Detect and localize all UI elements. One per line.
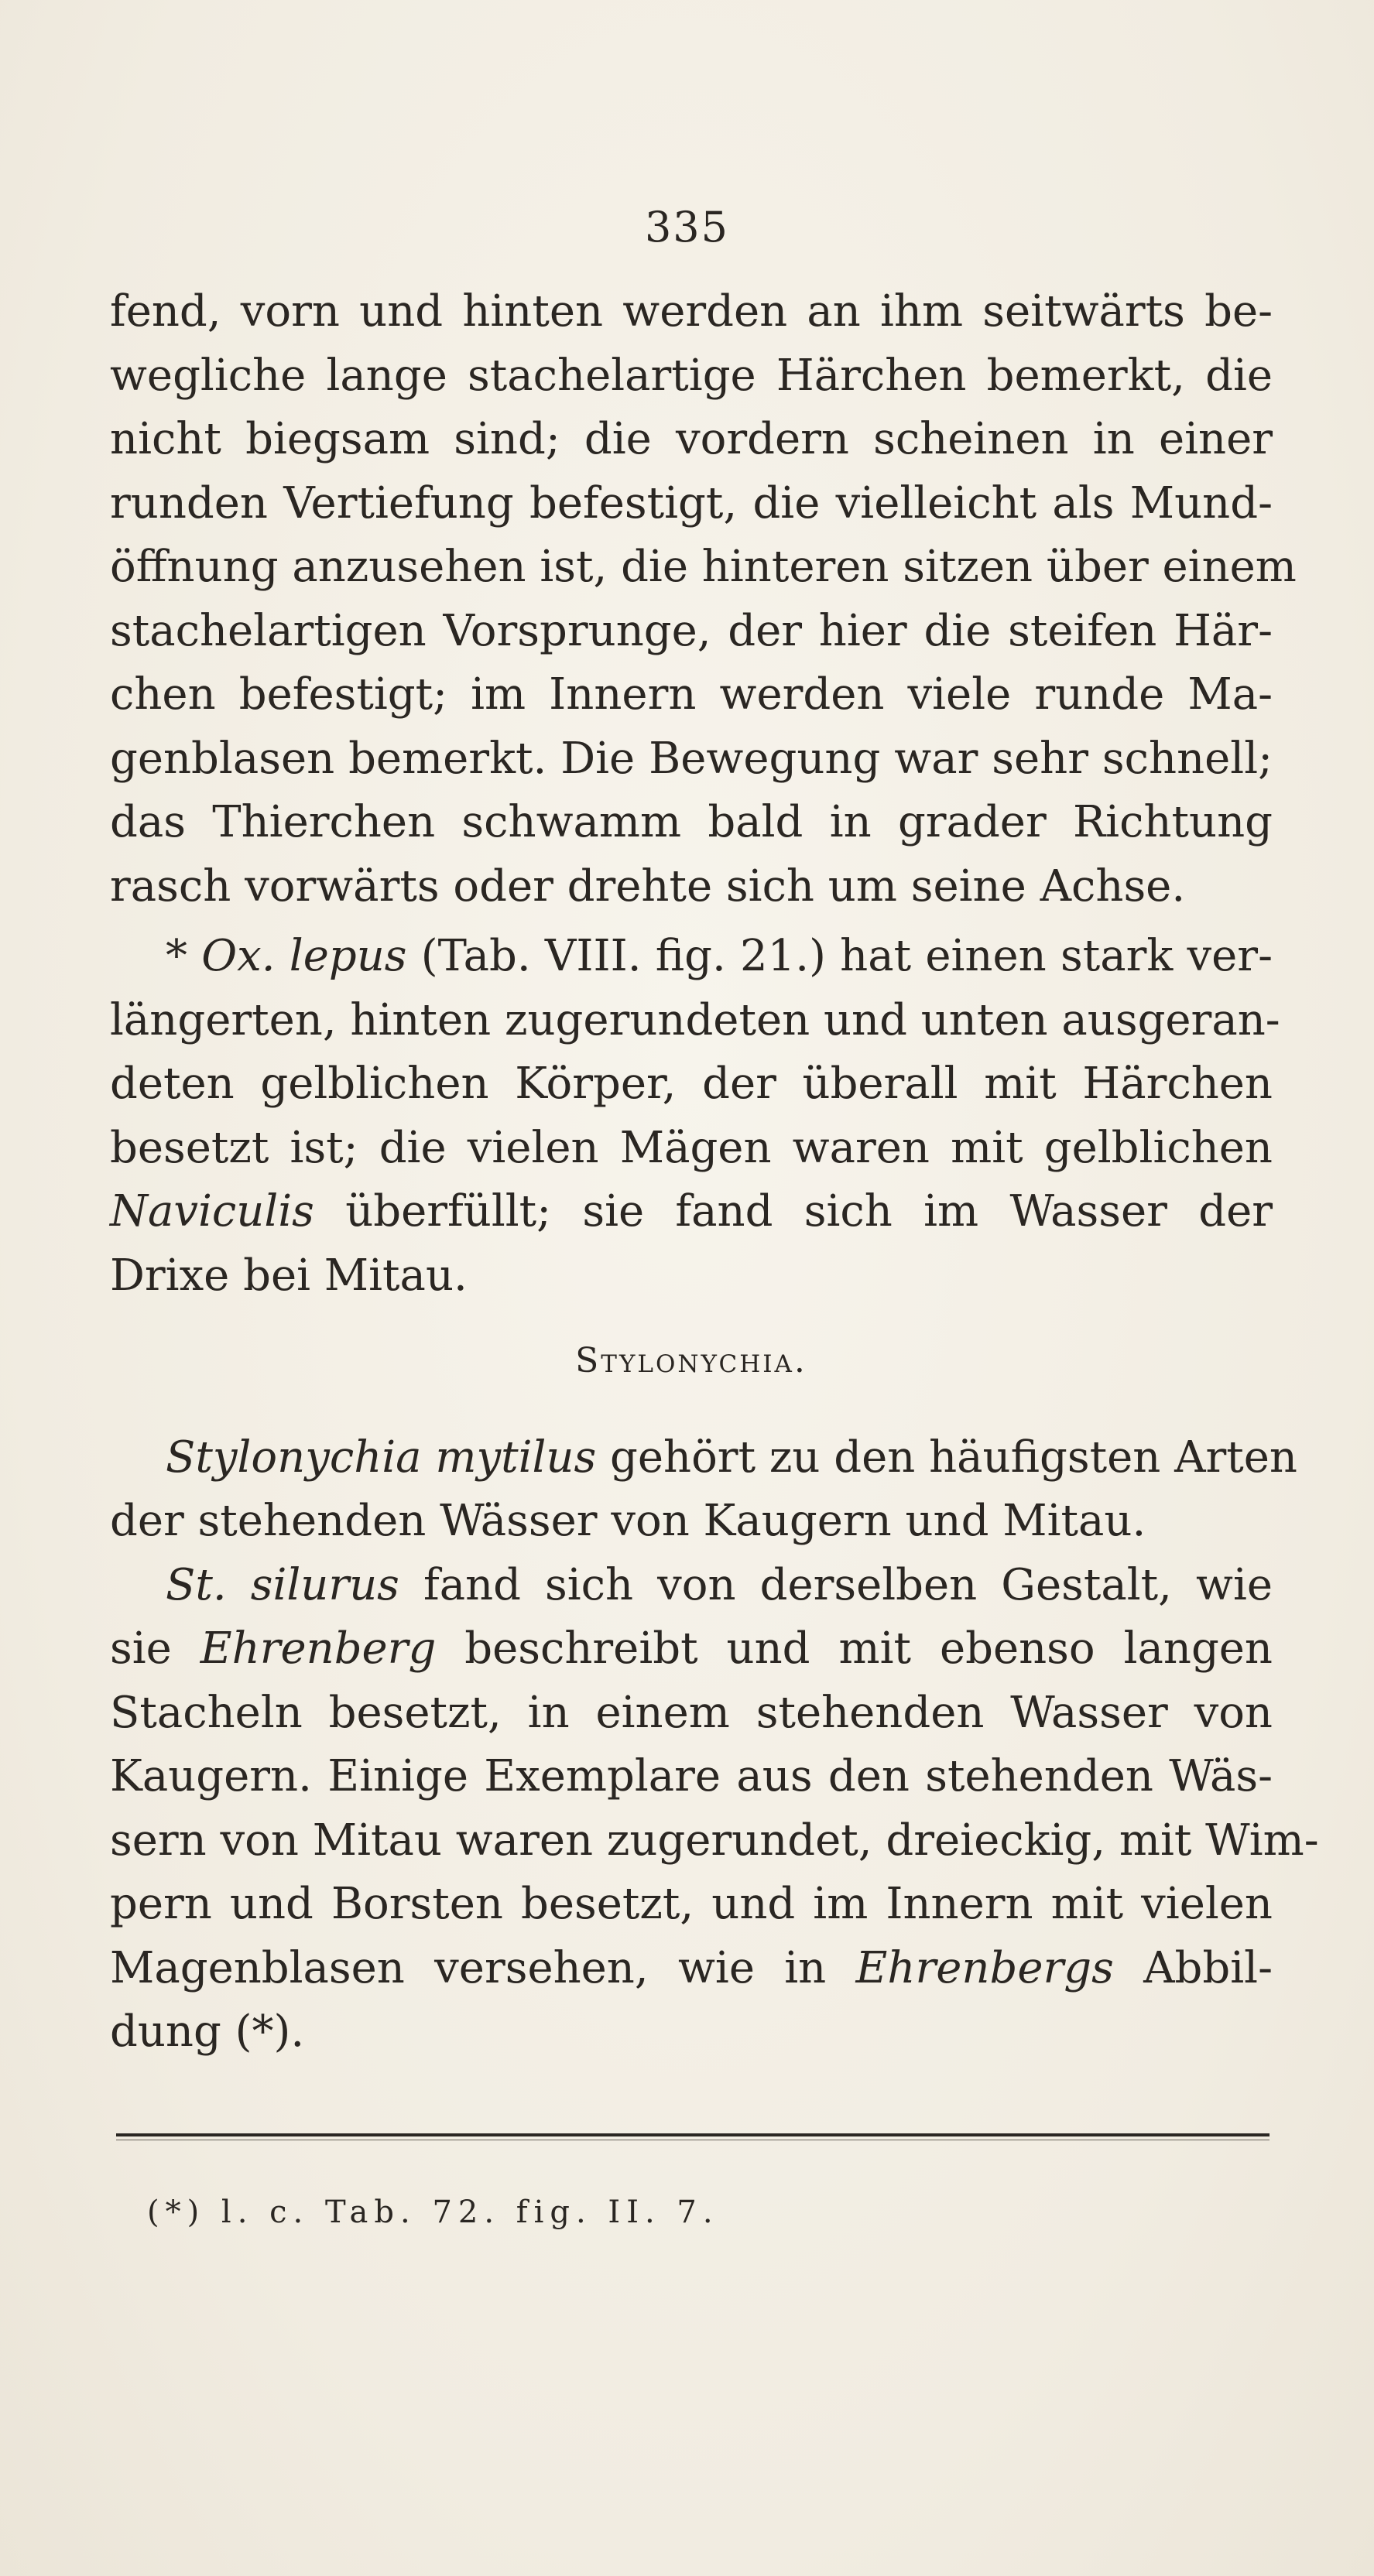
text-line (110, 1426, 1297, 1490)
author-name: Ehrenberg (200, 1623, 437, 1674)
text-run: beschreibt und mit ebenso langen (436, 1623, 1273, 1674)
text-line (110, 1554, 1273, 1618)
text-line: Kaugern. Einige Exemplare aus den stehenden Wäs- (110, 1751, 1273, 1801)
text-run: überfüllt; sie fand sich im Wasser der (314, 1186, 1273, 1237)
text-line: genblasen bemerkt. Die Bewegung war sehr schnell; (110, 733, 1273, 784)
text-line: sern von Mitau waren zugerundet, dreieckig, mit Wim- (110, 1815, 1319, 1866)
text-line: das Thierchen schwamm bald in grader Richtung (110, 797, 1273, 847)
species-name: St. silurus (166, 1559, 399, 1610)
author-name: Ehrenbergs (855, 1942, 1114, 1993)
footnote-rule (116, 2133, 1269, 2136)
text-run: sie (110, 1623, 200, 1674)
text-line: stachelartigen Vorsprunge, der hier die steifen Här- (110, 605, 1273, 656)
text-run: fand sich von derselben Gestalt, wie (399, 1559, 1273, 1610)
text-line: runden Vertiefung befestigt, die vielleicht als Mund- (110, 477, 1273, 529)
text-line: längerten, hinten zugerundeten und unten ausgeran- (110, 994, 1280, 1045)
body-text (110, 280, 1319, 2065)
text-line: pern und Borsten besetzt, und im Innern mit vielen (110, 1879, 1273, 1929)
text-line: besetzt ist; die vielen Mägen waren mit gelblichen (110, 1122, 1273, 1173)
species-name: Naviculis (110, 1186, 314, 1237)
text-run: Abbil- (1113, 1942, 1273, 1993)
text-line: Drixe bei Mitau. (110, 1250, 468, 1301)
text-line: wegliche lange stachelartige Härchen bemerkt, die (110, 350, 1273, 401)
footnote: (*) l. c. Tab. 72. fig. II. 7. (147, 2195, 719, 2230)
text-line (110, 1180, 1273, 1244)
text-line: rasch vorwärts oder drehte sich um seine Achse. (110, 860, 1186, 912)
page-number: 335 (644, 203, 730, 251)
text-line: deten gelblichen Körper, der überall mit Härchen (110, 1059, 1273, 1109)
species-name: Ox. lepus (201, 931, 407, 981)
species-name: Stylonychia mytilus (166, 1432, 597, 1483)
paragraph-ox-lepus-line (110, 925, 1273, 989)
asterisk-marker: * (166, 931, 202, 981)
text-run: gehört zu den häufigsten Arten (596, 1432, 1297, 1483)
text-line (110, 1617, 1273, 1681)
text-run: Magenblasen versehen, wie in (110, 1942, 856, 1993)
text-line: fend, vorn und hinten werden an ihm seitwärts be- (110, 286, 1273, 337)
text-line: der stehenden Wässer von Kaugern und Mitau. (110, 1496, 1146, 1546)
text-line: nicht biegsam sind; die vordern scheinen in einer (110, 414, 1273, 464)
text-line: öffnung anzusehen ist, die hinteren sitzen über einem (110, 542, 1297, 592)
section-heading: Stylonychia. (575, 1341, 807, 1380)
text-line: dung (*). (110, 2006, 305, 2057)
text-line (110, 1937, 1273, 2001)
text-line: Stacheln besetzt, in einem stehenden Wasser von (110, 1687, 1273, 1738)
text-line: chen befestigt; im Innern werden viele runde Ma- (110, 669, 1273, 720)
text-run: (Tab. VIII. fig. 21.) hat einen stark ver- (406, 931, 1273, 981)
